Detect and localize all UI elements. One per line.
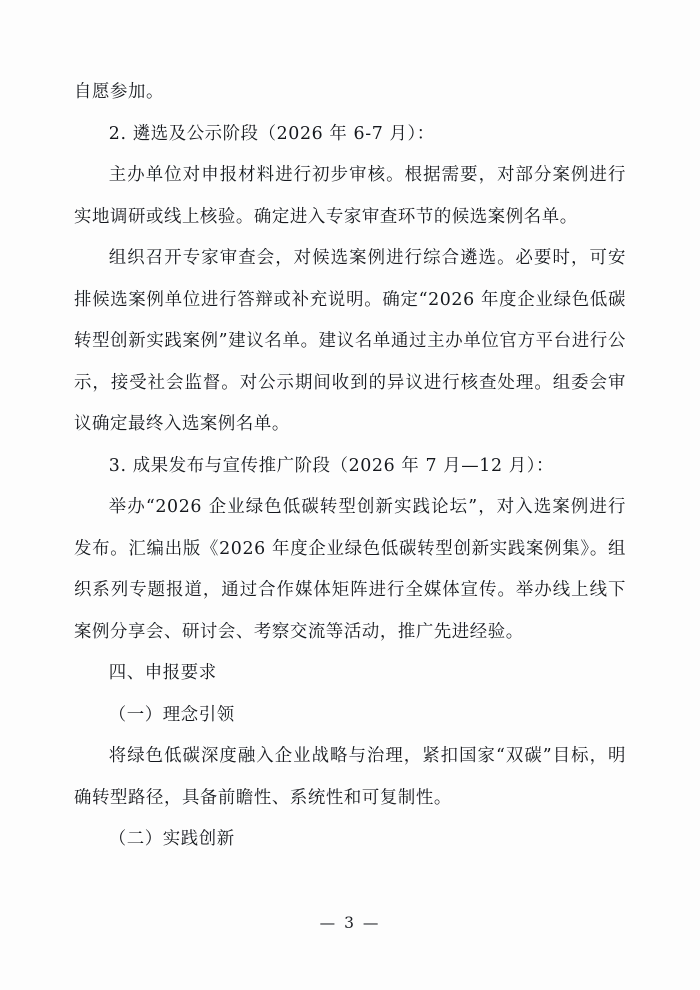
paragraph-stage-3-heading: 3. 成果发布与宣传推广阶段（2026 年 7 月—12 月）： xyxy=(108,455,555,476)
paragraph-sub-2-heading: （二）实践创新 xyxy=(108,829,235,849)
paragraph-sub-1-heading: （一）理念引领 xyxy=(108,704,235,725)
document-body xyxy=(74,72,626,861)
page-number: — 3 — xyxy=(319,914,381,932)
paragraph-stage-3-body: 举办“2026 企业绿色低碳转型创新实践论坛”，对入选案例进行发布。汇编出版《2026 年度企业绿色低碳转型创新实践案例集》。组织系列专题报道，通过合作媒体矩阵进行全媒体宣传。举办线上线下案例分享会、研讨会、考察交流等活动，推广先进经验。 xyxy=(74,497,626,642)
page-footer xyxy=(0,914,700,932)
paragraph-sub-1-body: 将绿色低碳深度融入企业战略与治理，紧扣国家“双碳”目标，明确转型路径，具备前瞻性、系统性和可复制性。 xyxy=(74,746,626,808)
paragraph-stage-2-expert: 组织召开专家审查会，对候选案例进行综合遴选。必要时，可安排候选案例单位进行答辩或补充说明。确定“2026 年度企业绿色低碳转型创新实践案例”建议名单。建议名单通过主办单位官方平台进行公示，接受社会监督。对公示期间收到的异议进行核查处理。组委会审议确定最终入选案例名单。 xyxy=(74,248,626,434)
paragraph-stage-2-review: 主办单位对申报材料进行初步审核。根据需要，对部分案例进行实地调研或线上核验。确定进入专家审查环节的候选案例名单。 xyxy=(74,165,626,227)
paragraph-section-4-heading: 四、申报要求 xyxy=(108,663,217,683)
paragraph-continuation: 自愿参加。 xyxy=(74,82,164,102)
paragraph-stage-2-heading: 2. 遴选及公示阶段（2026 年 6-7 月）： xyxy=(108,123,435,144)
